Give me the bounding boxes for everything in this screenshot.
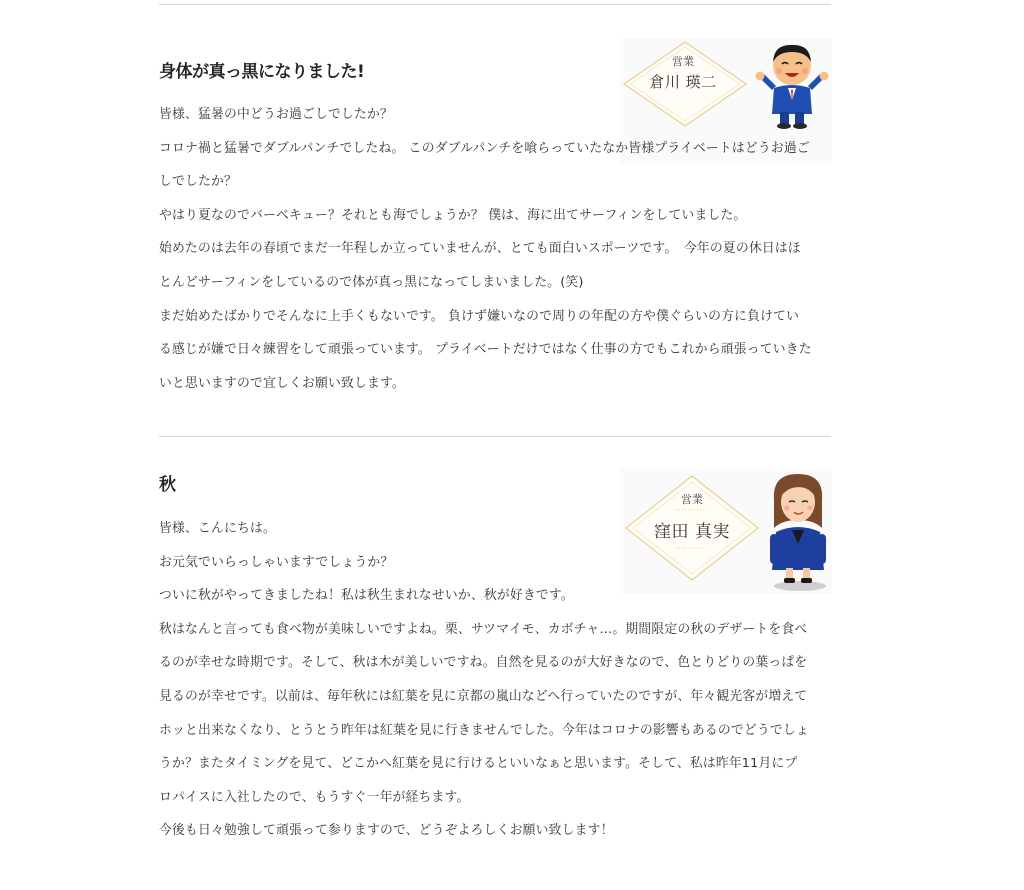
paragraph: 皆様、こんにちは。: [159, 521, 276, 536]
post-title: 身体が真っ黒になりました!: [159, 62, 365, 82]
post-body: [159, 512, 832, 848]
staff-role: 営業: [681, 493, 703, 506]
staff-role: 営業: [672, 55, 694, 68]
paragraph: 皆様、猛暑の中どうお過ごしでしたか？: [159, 107, 393, 122]
paragraph: 始めたのは去年の春頃でまだ一年程しか立っていませんが、とても面白いスポーツです。 今年の夏の休日はほ: [159, 241, 801, 257]
paragraph: 見るのが幸せです。以前は、毎年秋には紅葉を見に京都の嵐山などへ行っていたのですが、年々観光客が増えて: [159, 688, 808, 704]
paragraph: いと思いますので宜しくお願い致します。: [159, 375, 405, 391]
paragraph: 今後も日々勉強して頑張って参りますので、どうぞよろしくお願い致します！: [159, 823, 614, 839]
paragraph: とんどサーフィンをしているので体が真っ黒になってしまいました。(笑): [159, 274, 584, 290]
staff-name: 倉川 瑛二: [649, 73, 717, 91]
paragraph: うか？またタイミングを見て、どこかへ紅葉を見に行けるといいなぁと思います。そして、私は昨年11月にプ: [159, 756, 798, 772]
post-body: [159, 98, 832, 400]
paragraph: やはり夏なのでバーベキュー？それとも海でしょうか？ 僕は、海に出てサーフィンをしていました。: [159, 207, 747, 223]
paragraph: お元気でいらっしゃいますでしょうか？: [159, 554, 394, 570]
post-title: 秋: [159, 475, 176, 495]
paragraph: まだ始めたばかりでそんなに上手くもないです。 負けず嫌いなので周りの年配の方や僕ぐらいの方に負けてい: [159, 308, 800, 324]
paragraph: る感じが嫌で日々練習をして頑張っています。 プライベートだけではなく仕事の方でもこれから頑張っていきた: [159, 342, 812, 358]
paragraph: 秋はなんと言っても食べ物が美味しいですよね。栗、サツマイモ、カボチャ…。期間限定の秋のデザートを食べ: [159, 621, 808, 637]
divider: [159, 4, 831, 5]
paragraph: ついに秋がやってきましたね！私は秋生まれなせいか、秋が好きです。: [159, 588, 574, 604]
paragraph: ホッと出来なくなり、とうとう昨年は紅葉を見に行きませんでした。今年はコロナの影響もあるのでどうでしょ: [159, 722, 809, 738]
paragraph: コロナ禍と猛暑でダブルパンチでしたね。 このダブルパンチを喰らっていたなか皆様プライベートはどうお過ご: [159, 140, 810, 156]
paragraph: ロパイスに入社したので、もうすぐ一年が経ちます。: [159, 789, 470, 805]
staff-name: 窪田 真実: [654, 522, 730, 542]
paragraph: しでしたか？: [159, 174, 237, 190]
divider: [159, 436, 831, 437]
paragraph: るのが幸せな時期です。そして、秋は木が美しいですね。自然を見るのが大好きなので、色とりどりの葉っぱを: [159, 655, 808, 671]
